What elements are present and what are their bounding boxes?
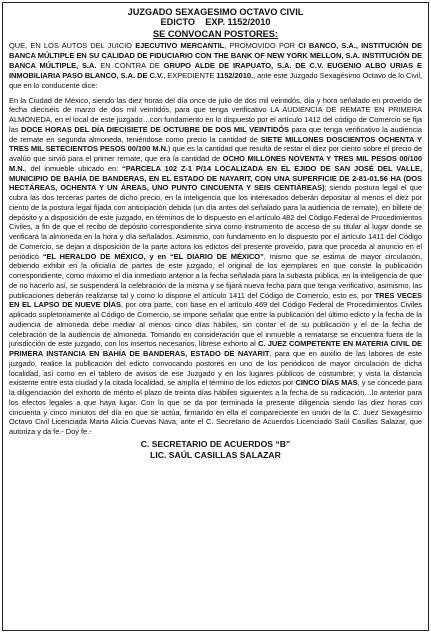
signature-role: C. SECRETARIO DE ACUERDOS “B” [140,438,291,449]
bold-text-run: 1152/2010. [216,70,253,80]
body-paragraph [9,96,422,437]
bold-text-run: “PARCELA 102 Z-1 P/14 LOCALIZADA EN EL EJIDO DE SAN JOSÉ DEL VALLE, MUNICIPIO DE BAHÍA DE BANDERAS, EN EL ESTADO DE NAYARIT, CON UNA SUPERFICIE DE 2-81-01.56 HA (DOS HECTÁREAS, OCHENTA Y UN ÁREAS, UNO PUNTO CINCUENTA Y SEIS CENTIÁREAS) [9,163,423,193]
bold-text-run: CI BANCO, S.A., INSTITUCIÓN DE BANCA MÚLTIPLE EN SU CALIDAD DE FIDUCIARIO CON THE BANK OF NEW YORK MELLON, S.A. INSTITUCIÓN DE BANCA MÚLTIPLE, S.A. [9,41,423,70]
bold-text-run: EJECUTIVO MERCANTIL [135,41,225,50]
text-run: , para que en auxilio de las labores de este juzgado, realice la publicación del edicto convocando postores en uno de los periódicos de mayor circulación de dicha localidad, así como en el tablero de avisos de ese Juzgado y en los lugares públicos de costumbre; y vista la distancia existente entre esta ciudad y la citada localidad, se amplía el término de los edictos por [9,349,422,388]
edict-notice [2,2,429,631]
text-run: , PROMOVIDO POR [224,41,299,50]
text-run: QUE, EN LOS AUTOS DEL JUICIO [9,41,136,50]
call-for-bidders: SE CONVOCAN POSTORES: [153,29,278,39]
text-run: ) que es la cantidad que resulta de restar el diez por ciento sobre el precio de avalúo que sirvió para el primer remate, que era la cantidad de [9,144,422,164]
bold-text-run: OCHO MILLONES NOVENTA Y TRES MIL PESOS 00/100 M.N. [9,154,422,173]
bold-text-run: SIETE MILLONES DOSCIENTOS OCHENTA Y TRES MIL SETECIENTOS PESOS 00/100 M.N. [9,134,422,154]
bold-text-run: C. JUEZ COMPETENTE EN MATERIA CIVIL DE PRIMERA INSTANCIA EN BAHÍA DE BANDERAS, ESTADO DE NAYARIT [9,339,422,359]
header [9,7,422,27]
text-run: , EXPEDIENTE [163,70,217,80]
text-run: , mismo que se estima de mayor circulación, debiendo exhibir en la oficialía de partes de este juzgado, el original de los ejemplares en que conste la publicación correspondiente, como máximo el día inmediato anterior a la fecha señalada para la subasta pública, en la inteligencia de que de no hacerlo así, se suspenderá la celebración de la misma y se fijará nueva fecha para que tenga verificativo, asimismo, las publicaciones deberán realizarse tal y como lo dispone el artículo 1411 del Código de Comercio, esto es, por [9,251,422,300]
bold-text-run: GRUPO ALDE DE IRAPUATO, S.A. DE C.V. EUGENIO ALBO URIAS E INMOBILIARIA PASO BLANCO, S.A. DE C.V. [9,60,422,80]
text-run: En la Ciudad de México, siendo las diez horas del día once de julio de dos mil veintidós, día y hora señalado en proveído de fecha dieciséis de marzo de dos mil veintidós, para que tenga verificativo LA AUDIENCIA DE REMATE EN PRIMERA ALMONEDA, en el local de este juzgado…con fundamento en lo dispuesto por el artículo 1412 del código de Comercio se fija las [9,95,422,134]
signature-name: LIC. SAÚL CASILLAS SALAZAR [150,449,281,460]
intro-paragraph [9,41,422,91]
text-run: para que tenga verificativo la audiencia de remate en segunda almoneda, teniéndose como precio la cantidad de [9,124,422,144]
text-run: EN CONTRA DE [96,60,164,70]
bold-text-run: “EL HERALDO DE MÉXICO, y en “EL DIARIO DE MÉXICO” [42,251,264,261]
text-run: , y se concede para la diligenciación del exhorto de mérito el plazo de treinta días hábiles siguientes a la fecha de su radicación…lo anterior para los efectos legales a que haya lugar. Con lo que se da por terminada la presente diligencia siendo las diez horas con cincuenta y cinco minutos del día en que se actúa, firmando en ella el compareciente en unión de la C. Juez Sexagésimo Octavo Civil Licenciada Marta Alicia Cuevas Nava, ante el C. Secretario de Acuerdos Licenciado Saúl Casillas Salazar, que autoriza y da fe.- Doy fe.- [9,378,422,437]
bold-text-run: DOCE HORAS DEL DÍA DIECISIETE DE OCTUBRE DE DOS MIL VEINTIDÓS [20,124,289,134]
court-name: JUZGADO SEXAGESIMO OCTAVO CIVIL [127,7,304,17]
text-run: , del inmueble ubicado en: [24,163,123,173]
text-run: ; siendo postura legal el que cubra las dos terceras partes de dicho precio, en la inteligencia que los interesados deberán depositar al menos el diez por ciento de la postura legal fijada con anticipación debida (un día antes del señalado para la audiencia de remate), en billete de depósito y a disposición de este juzgado, en términos de lo dispuesto en el artículo 482 del Código Federal de Procedimientos Civiles, a fin de que el recibo de depósito correspondiente sirva como instrumento de acceso de su titular al lugar donde se verificará la almoneda en la hora y día señalados. Asimismo, con fundamento en lo dispuesto por el artículo 1411 del Código de Comercio, se dejan a disposición de la parte actora los edictos del presente proveído, para que proceda al anuncio en el periódico [9,183,422,261]
text-run: , por otra parte, con base en el artículo 469 del Código Federal de Procedimientos Civiles aplicado supletoriamente al Código de Comercio, se impone señalar que entre la publicación del último edicto y la fecha de la audiencia de almoneda debe mediar al menos cinco días hábiles, sin contar el de su publicación y el de la fecha de celebración de la audiencia de almoneda. Tomando en consideración que el inmueble a rematarse se encuentra fuera de la jurisdicción de este juzgado, con los insertos necesarios, líbrese exhorto al [9,300,422,349]
bold-text-run: TRES VECES EN EL LAPSO DE NUEVE DÍAS [9,290,422,310]
signature-block [9,439,422,461]
text-run: , ante este Juzgado Sexagésimo Octavo de lo Civil, que en lo conducente dice: [9,70,422,90]
bold-text-run: CINCO DÍAS MAS [295,378,358,388]
edict-number: EDICTO EXP. 1152/2010 [160,17,271,27]
